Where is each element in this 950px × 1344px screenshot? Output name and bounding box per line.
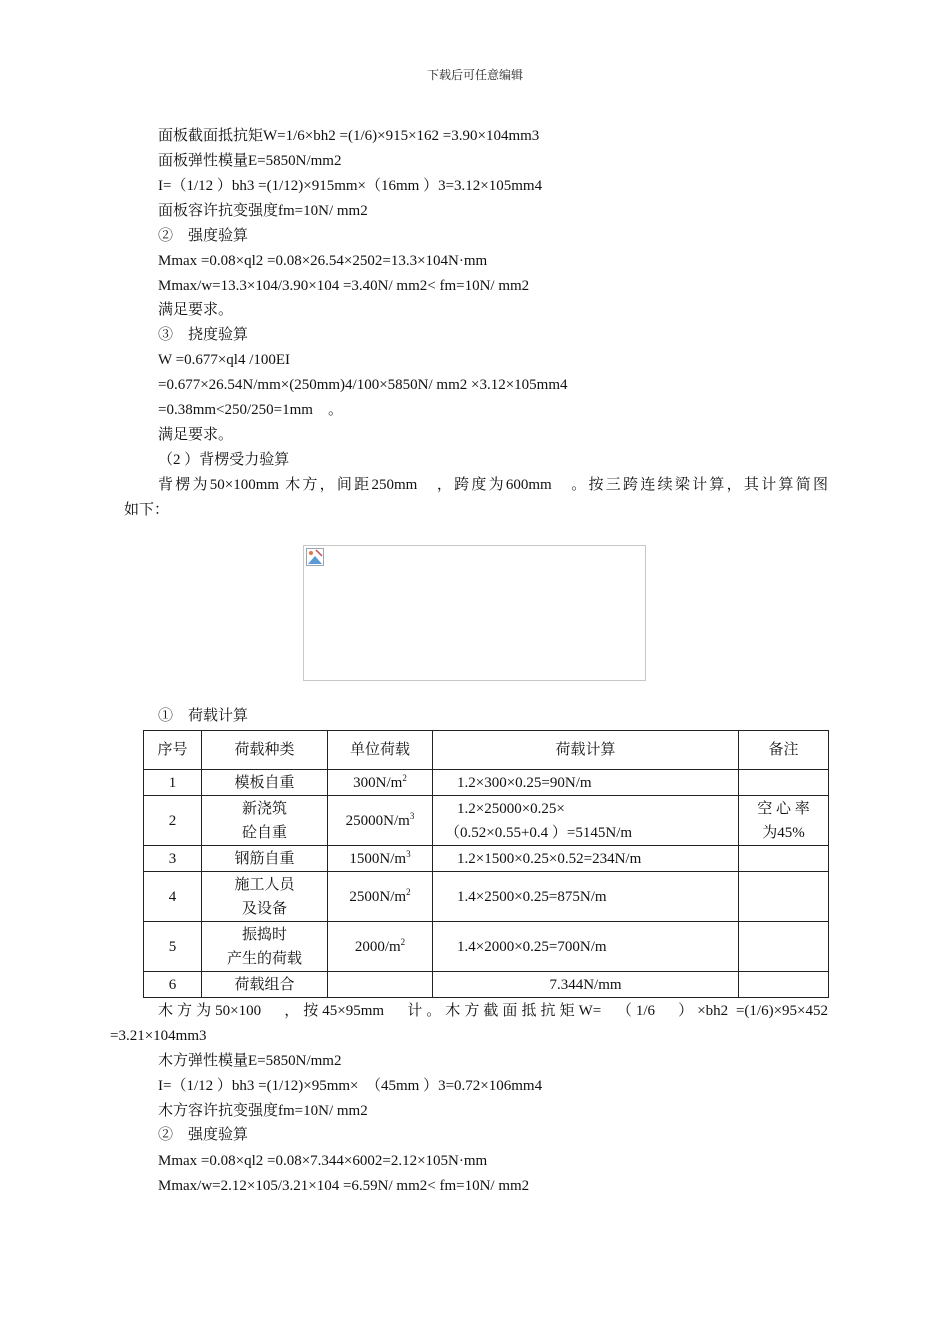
text-line: 面板截面抵抗矩W=1/6×bh2 =(1/6)×915×162 =3.90×104mm3 [158,128,540,144]
diagram-image-placeholder [303,545,646,681]
text-line: Mmax =0.08×ql2 =0.08×26.54×2502=13.3×104N·mm [158,253,488,269]
paragraph-line: 如下： [124,502,170,518]
section-heading: ③ 挠度验算 [158,327,249,343]
text-line: 面板弹性模量E=5850N/mm2 [158,153,342,169]
note [739,872,829,922]
unit-load: $300N/m^2$ [328,770,433,796]
text-line: Mmax/w=2.12×105/3.21×104 =6.59N/ mm2< fm=10N/ mm2 [158,1178,530,1194]
section-heading: ② 强度验算 [158,1127,249,1143]
unit-load: $1500N/m^3$ [328,846,433,872]
note [739,922,829,972]
row-number: 5 [144,922,202,972]
row-number: 4 [144,872,202,922]
note [739,770,829,796]
row-number: 3 [144,846,202,872]
paragraph-line: 背楞为50×100mm 木方，间距250mm ，跨度为600mm 。按三跨连续梁计算，其计算简图 [158,477,828,493]
note [739,972,829,998]
unit-load: $2500N/m^2$ [328,872,433,922]
load-calc: 1.4×2000×0.25=700N/m [433,922,739,972]
unit-load: $2000/m^2$ [328,922,433,972]
load-table [143,730,829,998]
table-row [144,796,829,846]
text-line: I=（1/12 ）bh3 =(1/12)×915mm×（16mm ）3=3.12×105mm4 [158,178,543,194]
row-number: 6 [144,972,202,998]
text-line: Mmax/w=13.3×104/3.90×104 =3.40N/ mm2< fm=10N/ mm2 [158,278,530,294]
table-row [144,922,829,972]
text-line: Mmax =0.08×ql2 =0.08×7.344×6002=2.12×105N·mm [158,1153,488,1169]
note: 空 心 率 为45% [739,796,829,846]
text-line: =0.677×26.54N/mm×(250mm)4/100×5850N/ mm2 ×3.12×105mm4 [158,377,568,393]
paragraph-line: =3.21×104mm3 [110,1028,207,1044]
note [739,846,829,872]
load-calc: 1.2×25000×0.25× （0.52×0.55+0.4 ）=5145N/m [433,796,739,846]
text-line: 满足要求。 [158,427,234,443]
section-heading: ② 强度验算 [158,228,249,244]
text-line: =0.38mm<250/250=1mm 。 [158,402,343,418]
table-row [144,846,829,872]
load-type: 模板自重 [202,770,328,796]
row-number: 2 [144,796,202,846]
load-type: 施工人员 及设备 [202,872,328,922]
load-calc: 1.4×2500×0.25=875N/m [433,872,739,922]
table-header-cell: 单位荷载 [328,731,433,770]
load-type: 新浇筑 砼自重 [202,796,328,846]
table-header-cell: 序号 [144,731,202,770]
load-total: 7.344N/mm [433,972,739,998]
paragraph-line: 木方为50×100 ，按45×95mm 计。木方截面抵抗矩W= （1/6 ）×bh2 =(1/6)×95×452 [158,1003,828,1019]
table-header-row [144,731,829,770]
page-header: 下载后可任意编辑 [426,68,523,82]
unit-load [328,972,433,998]
load-type: 钢筋自重 [202,846,328,872]
text-line: W =0.677×ql4 /100EI [158,352,291,368]
load-calc: 1.2×300×0.25=90N/m [433,770,739,796]
table-row [144,972,829,998]
table-row [144,770,829,796]
table-header-cell: 荷载种类 [202,731,328,770]
load-type: 振捣时 产生的荷载 [202,922,328,972]
load-type: 荷载组合 [202,972,328,998]
text-line: I=（1/12 ）bh3 =(1/12)×95mm× （45mm ）3=0.72×106mm4 [158,1078,543,1094]
text-line: 面板容许抗变强度fm=10N/ mm2 [158,203,368,219]
section-heading: （2 ）背楞受力验算 [158,452,290,468]
text-line: 木方弹性模量E=5850N/mm2 [158,1053,342,1069]
broken-image-icon [306,548,324,566]
load-calc: 1.2×1500×0.25×0.52=234N/m [433,846,739,872]
text-line: 满足要求。 [158,302,234,318]
text-line: 木方容许抗变强度fm=10N/ mm2 [158,1103,368,1119]
table-row [144,872,829,922]
section-heading: ① 荷载计算 [158,708,249,724]
unit-load: $25000N/m^3$ [328,796,433,846]
row-number: 1 [144,770,202,796]
table-header-cell: 备注 [739,731,829,770]
table-header-cell: 荷载计算 [433,731,739,770]
